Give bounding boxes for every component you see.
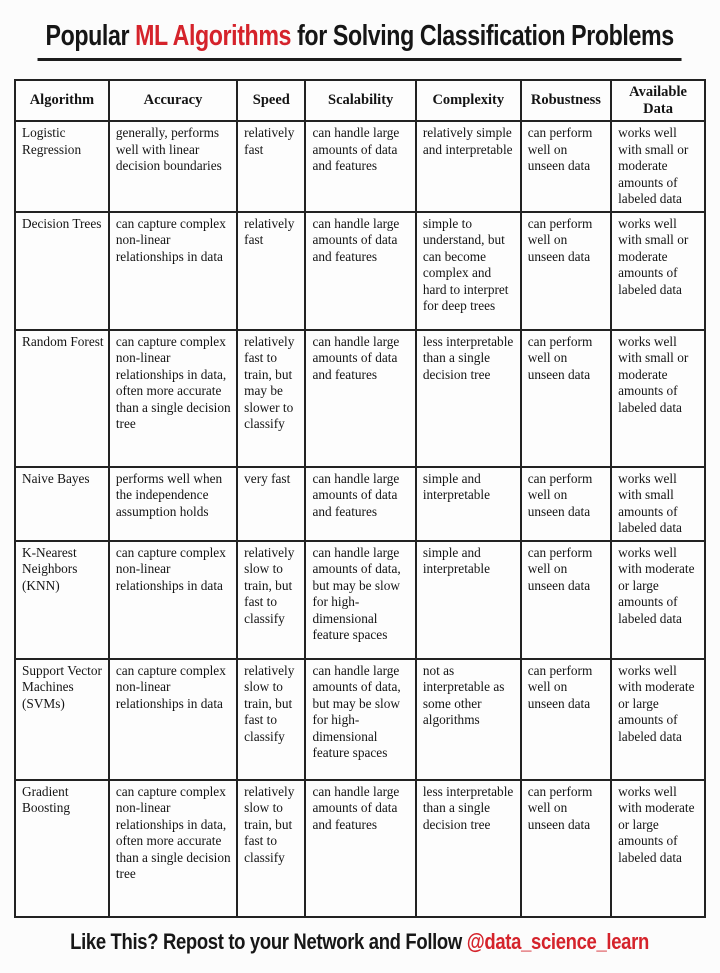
cell-scalability: can handle large amounts of data and features	[305, 780, 415, 917]
cell-complexity: simple and interpretable	[416, 467, 521, 541]
cell-scalability: can handle large amounts of data and features	[305, 330, 415, 467]
cell-accuracy: performs well when the independence assumption holds	[109, 467, 237, 541]
cell-complexity: simple and interpretable	[416, 541, 521, 659]
header-complexity: Complexity	[416, 80, 521, 121]
cell-accuracy: can capture complex non-linear relationships in data	[109, 212, 237, 330]
cell-available-data: works well with moderate or large amounts of labeled data	[611, 541, 705, 659]
cell-algorithm: Support Vector Machines (SVMs)	[15, 659, 109, 780]
cell-speed: relatively fast	[237, 121, 305, 211]
table-header-row	[15, 80, 705, 121]
cell-complexity: simple to understand, but can become complex and hard to interpret for deep trees	[416, 212, 521, 330]
header-robustness: Robustness	[521, 80, 611, 121]
cell-accuracy: generally, performs well with linear decision boundaries	[109, 121, 237, 211]
cell-speed: relatively slow to train, but fast to classify	[237, 659, 305, 780]
cell-accuracy: can capture complex non-linear relationships in data	[109, 659, 237, 780]
cell-robustness: can perform well on unseen data	[521, 467, 611, 541]
cell-algorithm: Naive Bayes	[15, 467, 109, 541]
cell-robustness: can perform well on unseen data	[521, 330, 611, 467]
table-row-knn	[15, 541, 705, 659]
cell-robustness: can perform well on unseen data	[521, 121, 611, 211]
table-row-random-forest	[15, 330, 705, 467]
cell-scalability: can handle large amounts of data and features	[305, 467, 415, 541]
cell-accuracy: can capture complex non-linear relationships in data	[109, 541, 237, 659]
cell-robustness: can perform well on unseen data	[521, 780, 611, 917]
cell-algorithm: Decision Trees	[15, 212, 109, 330]
cell-complexity: less interpretable than a single decision tree	[416, 780, 521, 917]
table-row-gradient-boosting	[15, 780, 705, 917]
cell-available-data: works well with small or moderate amounts of labeled data	[611, 212, 705, 330]
cell-algorithm: Gradient Boosting	[15, 780, 109, 917]
footer-text	[71, 929, 650, 955]
ml-algorithms-table	[14, 79, 706, 918]
cell-scalability: can handle large amounts of data and features	[305, 121, 415, 211]
cell-speed: relatively slow to train, but fast to classify	[237, 541, 305, 659]
footer-prefix: Like This? Repost to your Network and Follow	[70, 929, 468, 954]
cell-scalability: can handle large amounts of data, but may be slow for high-dimensional feature spaces	[305, 659, 415, 780]
header-accuracy: Accuracy	[109, 80, 237, 121]
cell-accuracy: can capture complex non-linear relationships in data, often more accurate than a single decision tree	[109, 330, 237, 467]
cell-robustness: can perform well on unseen data	[521, 659, 611, 780]
title-prefix: Popular	[45, 20, 136, 52]
header-algorithm: Algorithm	[15, 80, 109, 121]
cell-speed: relatively fast	[237, 212, 305, 330]
cell-available-data: works well with moderate or large amounts of labeled data	[611, 659, 705, 780]
cell-available-data: works well with moderate or large amounts of labeled data	[611, 780, 705, 917]
cell-speed: relatively slow to train, but fast to classify	[237, 780, 305, 917]
cell-robustness: can perform well on unseen data	[521, 212, 611, 330]
table-row-naive-bayes	[15, 467, 705, 541]
cell-available-data: works well with small or moderate amounts of labeled data	[611, 121, 705, 211]
table-row-decision-trees	[15, 212, 705, 330]
cell-scalability: can handle large amounts of data, but may be slow for high-dimensional feature spaces	[305, 541, 415, 659]
header-available-data: Available Data	[611, 80, 705, 121]
footer-handle: @data_science_learn	[467, 929, 650, 954]
footer-wrap	[0, 929, 720, 955]
cell-scalability: can handle large amounts of data and features	[305, 212, 415, 330]
title-wrap	[0, 0, 720, 61]
header-scalability: Scalability	[305, 80, 415, 121]
cell-algorithm: K-Nearest Neighbors (KNN)	[15, 541, 109, 659]
cell-algorithm: Random Forest	[15, 330, 109, 467]
title-highlight: ML Algorithms	[135, 20, 292, 52]
table-row-svms	[15, 659, 705, 780]
cell-available-data: works well with small or moderate amounts of labeled data	[611, 330, 705, 467]
page-title	[38, 20, 682, 61]
cell-speed: relatively fast to train, but may be slower to classify	[237, 330, 305, 467]
cell-complexity: less interpretable than a single decision tree	[416, 330, 521, 467]
cell-robustness: can perform well on unseen data	[521, 541, 611, 659]
cell-complexity: not as interpretable as some other algorithms	[416, 659, 521, 780]
cell-algorithm: Logistic Regression	[15, 121, 109, 211]
cell-available-data: works well with small amounts of labeled data	[611, 467, 705, 541]
title-suffix: for Solving Classification Problems	[291, 20, 675, 52]
cell-speed: very fast	[237, 467, 305, 541]
table-row-logistic-regression	[15, 121, 705, 211]
cell-complexity: relatively simple and interpretable	[416, 121, 521, 211]
cell-accuracy: can capture complex non-linear relationships in data, often more accurate than a single decision tree	[109, 780, 237, 917]
header-speed: Speed	[237, 80, 305, 121]
